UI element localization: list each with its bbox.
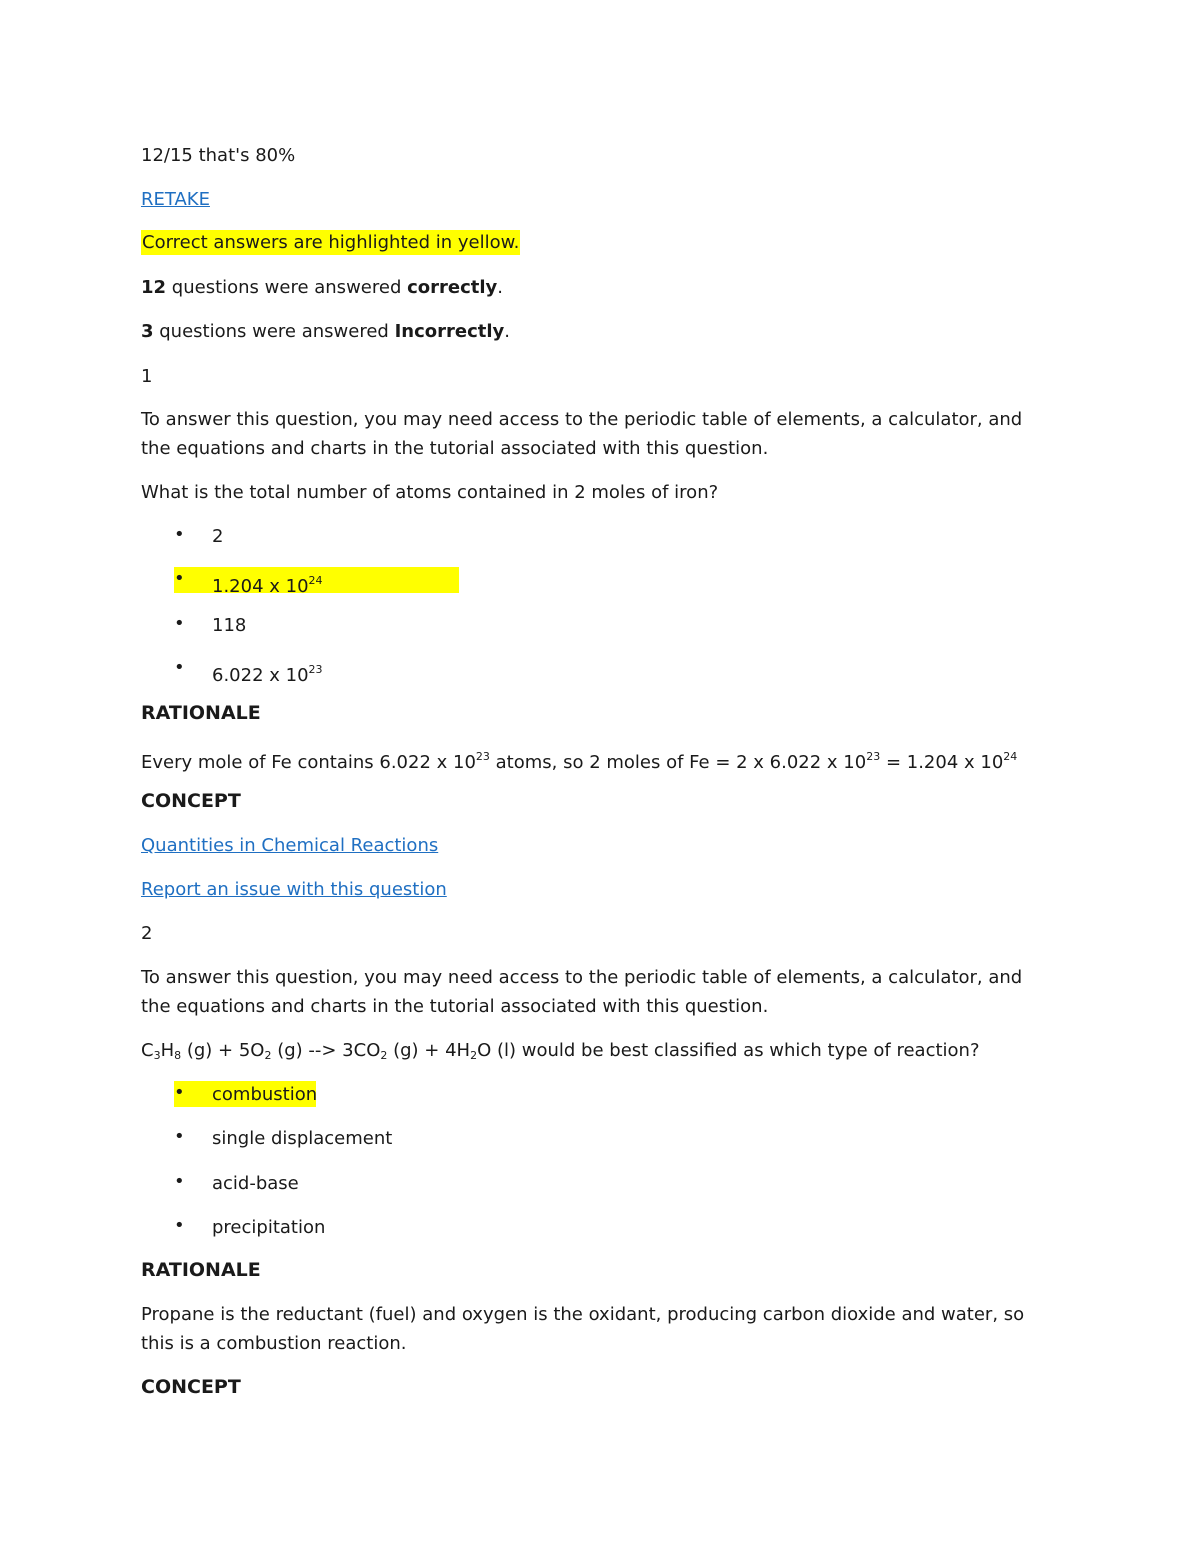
bullet-icon: • — [174, 524, 185, 545]
q1-option-b-exp: 24 — [308, 574, 323, 587]
q2-prompt-sub: 2 — [264, 1049, 272, 1062]
q1-option-b-correct — [212, 569, 323, 599]
q2-prompt-sub: 3 — [153, 1049, 161, 1062]
correct-summary-text: questions were answered — [166, 277, 408, 298]
q1-rationale-part: Every mole of Fe contains 6.022 x 10 — [141, 752, 476, 773]
bullet-icon: • — [174, 1171, 185, 1192]
q2-prompt-part: C — [141, 1040, 154, 1061]
q2-prompt-sub: 8 — [174, 1049, 182, 1062]
q2-option-b: single displacement — [212, 1128, 393, 1149]
q2-rationale: Propane is the reductant (fuel) and oxygen is the oxidant, producing carbon dioxide and water, so this is a combustion reaction. — [141, 1304, 1025, 1354]
q1-rationale — [141, 745, 1017, 775]
q2-option-a-correct: combustion — [212, 1084, 318, 1105]
q1-rationale-exp: 23 — [475, 750, 490, 763]
bullet-icon: • — [174, 568, 185, 589]
q2-concept-heading: CONCEPT — [141, 1376, 241, 1398]
q2-prompt-part: O (l) would be best classified as which type of reaction? — [477, 1040, 980, 1061]
q1-report-issue-link[interactable]: Report an issue with this question — [141, 879, 447, 900]
bullet-icon: • — [174, 1215, 185, 1236]
question-2-prompt — [141, 1039, 980, 1068]
q1-rationale-part: atoms, so 2 moles of Fe = 2 x 6.022 x 10 — [489, 752, 867, 773]
q2-prompt-part: (g) + 5O — [181, 1040, 265, 1061]
question-1-prompt: What is the total number of atoms contained in 2 moles of iron? — [141, 482, 719, 503]
correct-period: . — [497, 277, 504, 298]
q1-concept-link[interactable]: Quantities in Chemical Reactions — [141, 835, 439, 856]
q1-option-b-base: 1.204 x 10 — [212, 576, 309, 597]
retake-link[interactable]: RETAKE — [141, 189, 210, 210]
correct-summary — [141, 276, 503, 300]
q2-option-d: precipitation — [212, 1217, 326, 1238]
correct-count: 12 — [141, 277, 167, 298]
q1-option-c: 118 — [212, 615, 247, 636]
bullet-icon: • — [174, 1126, 185, 1147]
q2-prompt-sub: 2 — [470, 1049, 478, 1062]
incorrect-summary-text: questions were answered — [153, 321, 395, 342]
bullet-icon: • — [174, 613, 185, 634]
q1-rationale-heading: RATIONALE — [141, 702, 261, 724]
highlight-note — [141, 231, 520, 255]
q2-prompt-part: H — [160, 1040, 175, 1061]
q1-option-a: 2 — [212, 526, 224, 547]
question-2-intro: To answer this question, you may need access to the periodic table of elements, a calculator, and the equations and charts in the tutorial associated with this question. — [141, 967, 1023, 1017]
q2-prompt-part: (g) + 4H — [387, 1040, 471, 1061]
bullet-icon: • — [174, 657, 185, 678]
q1-rationale-part: = 1.204 x 10 — [880, 752, 1004, 773]
q2-prompt-part: (g) --> 3CO — [271, 1040, 381, 1061]
bullet-icon: • — [174, 1082, 185, 1103]
q2-prompt-sub: 2 — [380, 1049, 388, 1062]
question-1-number: 1 — [141, 366, 153, 387]
q1-rationale-exp: 24 — [1003, 750, 1018, 763]
q1-rationale-exp: 23 — [866, 750, 881, 763]
score-line: 12/15 that's 80% — [141, 145, 296, 166]
q1-option-d — [212, 658, 323, 688]
question-2-number: 2 — [141, 923, 153, 944]
question-1-intro: To answer this question, you may need access to the periodic table of elements, a calculator, and the equations and charts in the tutorial associated with this question. — [141, 409, 1023, 459]
incorrect-period: . — [504, 321, 510, 342]
q2-option-c: acid-base — [212, 1173, 299, 1194]
q2-rationale-heading: RATIONALE — [141, 1259, 261, 1281]
incorrect-count: 3 — [141, 321, 154, 342]
incorrect-word: Incorrectly — [394, 321, 505, 342]
incorrect-summary — [141, 320, 510, 344]
correct-word: correctly — [407, 277, 498, 298]
highlight-note-text: Correct answers are highlighted in yellow. — [142, 232, 520, 253]
q1-concept-heading: CONCEPT — [141, 790, 241, 812]
q1-option-d-exp: 23 — [308, 663, 323, 676]
q1-option-d-base: 6.022 x 10 — [212, 665, 309, 686]
